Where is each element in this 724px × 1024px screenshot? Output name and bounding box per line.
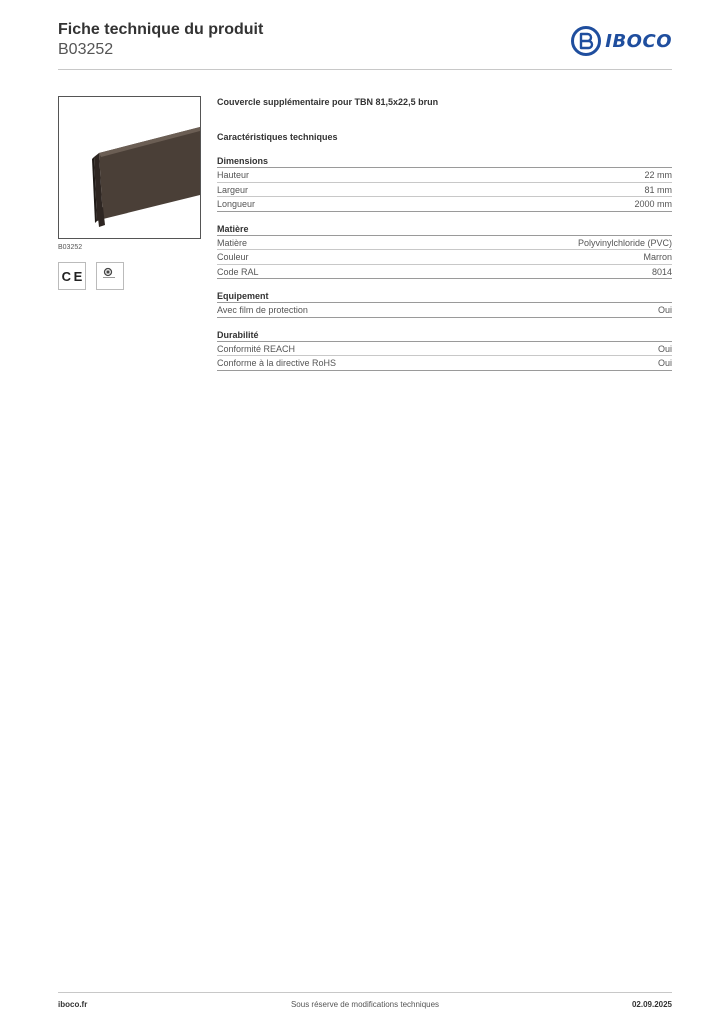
- spec-group-title: Matière: [217, 222, 672, 236]
- spec-group-dimensions: [217, 154, 672, 212]
- spec-value: 2000 mm: [634, 199, 672, 209]
- spec-label: Code RAL: [217, 266, 259, 277]
- spec-group-material: [217, 222, 672, 280]
- spec-row: [217, 197, 672, 212]
- spec-row: [217, 356, 672, 371]
- spec-label: Couleur: [217, 252, 249, 262]
- ce-mark-icon: C E: [58, 262, 86, 290]
- spec-label: Avec film de protection: [217, 305, 308, 315]
- spec-group-durability: [217, 328, 672, 371]
- spec-row: [217, 303, 672, 318]
- certification-mark-icon: [96, 262, 124, 290]
- product-image: [58, 96, 201, 239]
- spec-value: Oui: [657, 305, 672, 315]
- brand-logo: [571, 26, 672, 56]
- spec-group-title: Durabilité: [217, 328, 672, 342]
- spec-label: Matière: [217, 237, 248, 248]
- iboco-logo-icon: [571, 26, 601, 56]
- footer-disclaimer: Sous réserve de modifications techniques: [290, 1000, 440, 1009]
- footer-date: 02.09.2025: [631, 1000, 672, 1009]
- spec-value: Polyvinylchloride (PVC): [577, 237, 672, 248]
- page-title: Fiche technique du produit: [58, 21, 264, 38]
- page-header: [58, 20, 672, 70]
- spec-row: [217, 168, 672, 183]
- spec-label: Conforme à la directive RoHS: [217, 358, 337, 368]
- product-name: Couvercle supplémentaire pour TBN 81,5x22,5 brun: [217, 97, 439, 107]
- spec-group-title: Equipement: [217, 289, 672, 303]
- spec-label: Longueur: [217, 199, 256, 209]
- spec-row: [217, 236, 672, 251]
- spec-row: [217, 183, 672, 198]
- spec-row: [217, 265, 672, 280]
- spec-group-title: Dimensions: [217, 154, 672, 168]
- spec-value: 81 mm: [644, 184, 672, 195]
- page-footer: [58, 992, 672, 1012]
- spec-label: Hauteur: [217, 170, 250, 180]
- spec-row: [217, 342, 672, 357]
- spec-value: Oui: [657, 358, 672, 368]
- image-caption: B03252: [58, 244, 83, 251]
- spec-value: 8014: [651, 266, 672, 277]
- footer-website: iboco.fr: [58, 1000, 88, 1009]
- spec-group-equipment: [217, 289, 672, 318]
- specs-heading: Caractéristiques techniques: [217, 132, 338, 142]
- spec-value: Marron: [643, 252, 672, 262]
- spec-label: Conformité REACH: [217, 343, 296, 354]
- spec-content: [217, 95, 672, 371]
- article-number: B03252: [58, 41, 114, 58]
- spec-label: Largeur: [217, 184, 249, 195]
- spec-value: Oui: [657, 343, 672, 354]
- logo-wordmark: IBOCO: [605, 30, 672, 52]
- cover-profile-illustration: [59, 97, 200, 238]
- spec-row: [217, 250, 672, 265]
- spec-value: 22 mm: [644, 170, 672, 180]
